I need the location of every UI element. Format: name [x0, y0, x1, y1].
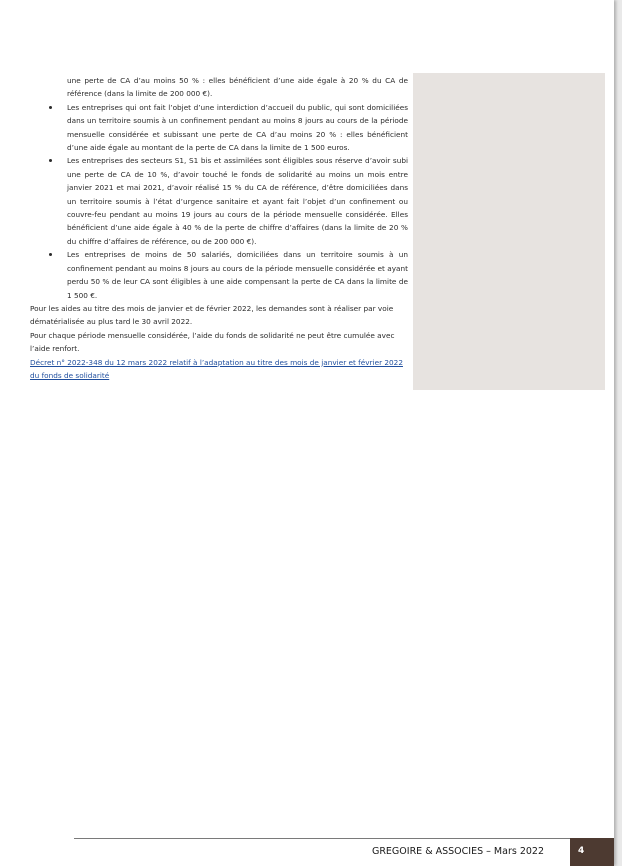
bullet-list: [30, 101, 408, 302]
bullet-item: [30, 101, 408, 155]
paragraph-cumulation: Pour chaque période mensuelle considérée, l’aide du fonds de solidarité ne peut être cumulée avec l’aide renfort.: [30, 330, 395, 354]
decree-link[interactable]: Décret n° 2022-348 du 12 mars 2022 relatif à l’adaptation au titre des mois de janvier et février 2022 du fonds de solidarité: [30, 357, 403, 380]
bullet-item: [30, 154, 408, 248]
body-text: [30, 74, 408, 382]
bullet-item: [30, 248, 408, 302]
bullet-dot-icon: [49, 159, 52, 162]
bullet-text: Les entreprises qui ont fait l’objet d’une interdiction d’accueil du public, qui sont domiciliées dans un territoire soumis à un confinement pendant au moins 8 jours au cours de la période mensuelle considérée et subissant une perte de CA d’au moins 20 % : elles bénéficient d’une aide égale au montant de la perte de CA dans la limite de 1 500 euros.: [67, 102, 408, 153]
page-number-box: [570, 838, 614, 866]
bullet-text: Les entreprises des secteurs S1, S1 bis et assimilées sont éligibles sous réserve d’avoir subi une perte de CA de 10 %, d’avoir touché le fonds de solidarité au moins un mois entre janvier 2021 et mai 2021, d’avoir réalisé 15 % du CA de référence, d’être domiciliées dans un territoire soumis à l’état d’urgence sanitaire et ayant fait l’objet d’un confinement ou couvre-feu pendant au moins 19 jours au cours de la période mensuelle considérée. Elles bénéficient d’une aide égale à 40 % de la perte de chiffre d’affaires (dans la limite de 20 % du chiffre d’affaires de référence, ou de 200 000 €).: [67, 156, 408, 246]
footer-divider: [74, 838, 608, 839]
bullet-dot-icon: [49, 253, 52, 256]
continuation-text: une perte de CA d’au moins 50 % : elles bénéficient d’une aide égale à 20 % du CA de référence (dans la limite de 200 000 €).: [67, 76, 408, 99]
bullet-dot-icon: [49, 106, 52, 109]
footer-text: GREGOIRE & ASSOCIES – Mars 2022: [371, 846, 544, 857]
bullet-text: Les entreprises de moins de 50 salariés, domiciliées dans un territoire soumis à un confinement pendant au moins 8 jours au cours de la période mensuelle considérée et ayant perdu 50 % de leur CA sont éligibles à une aide compensant la perte de CA dans la limite de 1 500 €.: [67, 250, 408, 300]
paragraph-deadline: Pour les aides au titre des mois de janvier et de février 2022, les demandes sont à réaliser par voie dématérialisée au plus tard le 30 avril 2022.: [30, 303, 394, 327]
side-panel: [413, 73, 605, 390]
page-number: 4: [578, 846, 585, 856]
